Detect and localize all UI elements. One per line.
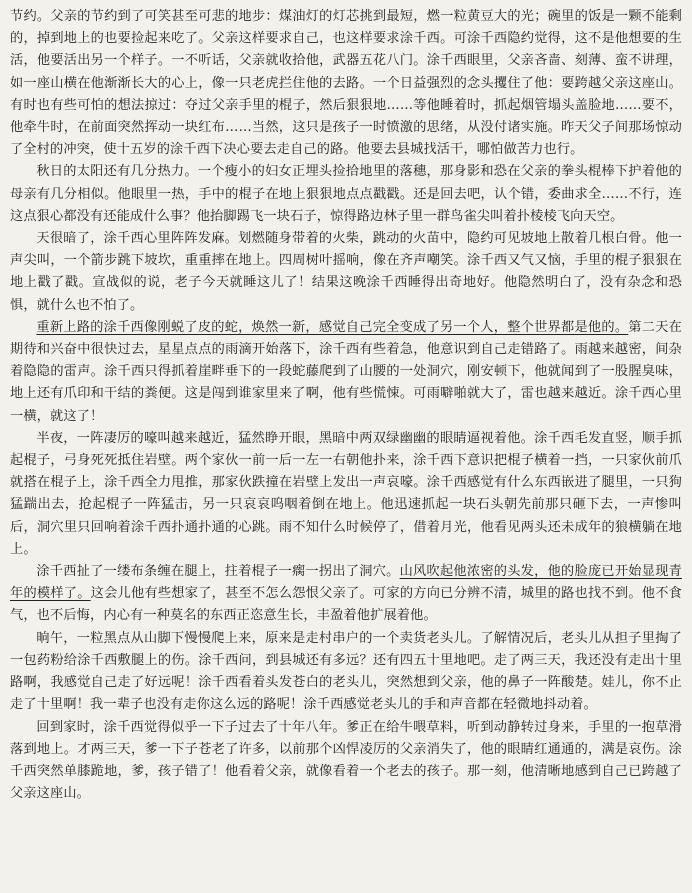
paragraph-text: 半夜，一阵凄厉的嚎叫越来越近，猛然睁开眼，黑暗中两双绿幽幽的眼睛逼视着他。涂千西毛发直竖，顺手抓起棍子，弓身死死抵住岩壁。两个家伙一前一后一左一右朝他扑来，涂千西下意识把棍子横着一挡，一只家伙前爪就搭在棍子上，涂千西全力甩推，那家伙跌撞在岩壁上发出一声哀嚎。涂千西感觉有什么东西嵌进了腿里，一只狗猛踹出去，抢起棍子一阵猛击，另一只哀哀呜咽着倒在地上。他迅速抓起一块石头朝先前那只砸下去，一声惨叫后，洞穴里只回响着涂千西扑通扑通的心跳。雨不知什么时候停了，借着月光，他看见两头还未成年的狼横躺在地上。 [10,430,682,557]
paragraph-text: 秋日的太阳还有几分热力。一个瘦小的妇女正埋头捡拾地里的落穗，那身影和恐在父亲的拳头棍棒下护着他的母亲有几分相似。他眼里一热，手中的棍子在地上狠狠地点点戳戳。还是回去吧，认个错，委曲求全……不行，连这点狠心都没有还能成什么事？他抬脚踢飞一块石子，惊得路边林子里一群鸟雀尖叫着扑棱棱飞向天空。 [10,164,682,224]
paragraph-6 [10,561,682,628]
paragraph-text: 天很暗了，涂千西心里阵阵发麻。划燃随身带着的火柴，跳动的火苗中，隐约可见坡地上散着几根白骨。他一声尖叫，一个箭步跳下坡坎，重重摔在地上。四周树叶摇响，像在齐声嘲笑。涂千西又气又恼，手里的棍子狠狠在地上戳了戳。宣战似的说，老子今天就睡这儿了！结果这晚涂千西睡得出奇地好。他隐然明白了，没有杂念和恐惧，就什么也不怕了。 [10,231,682,313]
paragraph-8 [10,717,682,806]
paragraph-3 [10,228,682,317]
paragraph-text: 第二天在期待和兴奋中很快过去，星星点点的雨滴开始落下，涂千西有些着急，他意识到自己走错路了。雨越来越密，间杂着隐隐的雷声。涂千西只得抓着崖畔垂下的一段蛇藤爬到了山腰的一处洞穴，刚安顿下，他就闻到了一股腥臭味，地上还有爪印和干结的粪便。这是闯到谁家里来了啊，他有些慌悚。可雨噼啪就大了，雷也越来越近。涂千西心里一横，就这了！ [10,319,682,424]
paragraph-text: 这会儿他有些想家了，甚至不怎么怨恨父亲了。可家的方向已分辨不清，城里的路也找不到。他不食气，也不后悔，内心有一种莫名的东西正恣意生长，丰盈着他扩展着他。 [10,586,682,624]
underlined-sentence: 重新上路的涂千西像刚蜕了皮的蛇，焕然一新，感觉自己完全变成了另一个人，整个世界都是他的。 [36,319,629,335]
paragraph-text: 晌午，一粒黑点从山脚下慢慢爬上来，原来是走村串户的一个卖货老头儿。了解情况后，老头儿从担子里掏了一包药粉给涂千西敷腿上的伤。涂千西问，到县城还有多远？还有四五十里地吧。走了两三天，我还没有走出十里路啊，我感觉自己走了好远呢！涂千西看着头发苍白的老头儿，突然想到父亲，他的鼻子一阵酸楚。娃儿，你不止走了十里啊！我一辈子也没有走你这么远的路呢！涂千西感觉老头儿的手和声音都在轻微地抖动着。 [10,630,682,713]
paragraph-5 [10,428,682,561]
paragraph-1 [10,6,682,161]
paragraph-text: 涂千西扯了一缕布条缠在腿上，拄着棍子一瘸一拐出了洞穴。 [36,564,400,580]
paragraph-7 [10,628,682,717]
paragraph-2 [10,161,682,228]
paragraph-text: 节约。父亲的节约到了可笑甚至可悲的地步：煤油灯的灯芯挑到最短，燃一粒黄豆大的光；碗里的饭是一颗不能剩的，掉到地上的也要捡起来吃了。父亲这样要求自己，也这样要求涂千西。可涂千西隐约觉得，这不是他想要的生活，他要活出另一个样子。一不听话，父亲就收拾他，武器五花八门。涂千西眼里，父亲吝啬、刻薄、蛮不讲理，如一座山横在他渐渐长大的心上，像一只老虎拦住他的去路。一个日益强烈的念头攫住了他：要跨越父亲这座山。有时也有些可怕的想法掠过：夺过父亲手里的棍子，然后狠狠地……等他睡着时，抓起烟管塌头盖脸地……要不，他牵牛时，在前面突然挥动一块红布……当然，这只是孩子一时愤激的思绪，从没付诸实施。昨天父子间那场惊动了全村的冲突，使十五岁的涂千西下决心要去走自己的路。他要去县城找活干，哪怕做苦力也行。 [10,9,682,158]
paragraph-4 [10,317,682,428]
paragraph-text: 回到家时，涂千西觉得似乎一下子过去了十年八年。爹正在给牛喂草料，听到动静转过身来，手里的一抱草滑落到地上。才两三天，爹一下子苍老了许多，以前那个凶悍凌厉的父亲消失了，他的眼睛红通通的，满是哀伤。涂千西突然单膝跪地，爹，孩子错了！他看着父亲，就像看着一个老去的孩子。那一刻，他清晰地感到自己已跨越了父亲这座山。 [10,719,682,802]
underlined-sentence: 山风吹起他浓密的头发，他的脸庞已开始显现青年的模样了。 [10,564,682,602]
